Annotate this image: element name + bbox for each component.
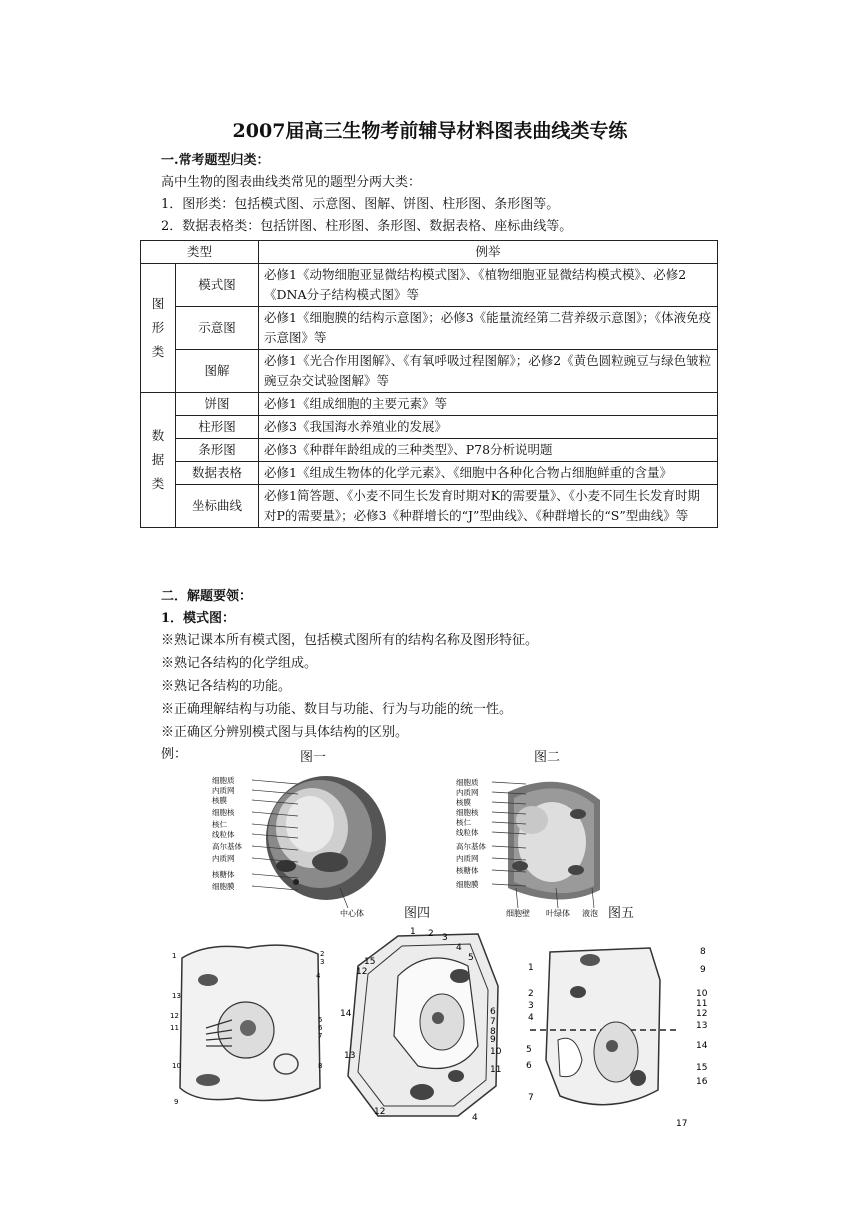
figure1-label-text: 细胞质 [212,776,235,785]
figure4-number: 11 [490,1065,502,1075]
leader-line [492,782,526,784]
group-graphic [141,264,176,393]
row-example: 必修3《我国海水养殖业的发展》 [259,416,718,439]
figure1-label-text: 细胞核 [212,808,235,817]
table-row [141,264,718,307]
figure2-label-text: 细胞核 [456,808,479,817]
group-data-label: 数据类 [151,428,165,491]
figure1-label-text: 内质网 [212,786,235,795]
page-title: 2007届高三生物考前辅导材料图表曲线类专练 [232,120,628,142]
figure5-number: 1 [528,963,534,973]
figure1-label-text: 高尔基体 [212,842,242,851]
figure5-number: 17 [676,1119,688,1128]
combined-cell-figure [520,940,720,1128]
figure2-label-text: 线粒体 [456,828,479,837]
figure3-number: 1 [172,952,177,960]
figure4-number: 1 [410,927,416,937]
table-row [141,350,718,393]
figure4-number: 2 [428,929,434,939]
figure5-number: 12 [696,1009,708,1019]
table-row [141,307,718,350]
point-3: ※熟记各结构的功能。 [161,679,292,694]
figure3-number: 8 [318,1062,323,1070]
figure5-number: 15 [696,1063,708,1073]
figure3-number: 7 [318,1032,323,1040]
figure4-number: 6 [490,1007,496,1017]
figure3-number: 10 [172,1062,181,1070]
figure4-number: 15 [364,957,376,967]
figure1-label-text: 线粒体 [212,830,235,839]
animal-cell-3d-figure [208,770,388,918]
figure5-number: 3 [528,1001,534,1011]
figure1-label-text: 核仁 [212,820,227,829]
figure5-number: 5 [526,1045,532,1055]
figure4-number: 5 [468,953,474,963]
table-row [141,439,718,462]
header-example: 例举 [259,241,718,264]
figure5-number: 7 [528,1093,534,1103]
figure2-label-text: 高尔基体 [456,842,486,851]
figure4-number: 9 [490,1035,496,1045]
figure2-label-text: 内质网 [456,854,479,863]
section2-heading: 二．解题要领： [161,589,253,604]
question-type-table [140,240,718,528]
figure5-number: 14 [696,1041,708,1051]
figure4-number: 12 [374,1107,386,1117]
figure4-label: 图四 [404,906,431,921]
figure3-number: 12 [170,1012,179,1020]
figure2-bottom-label: 细胞壁 [506,909,530,918]
section1-intro: 高中生物的图表曲线类常见的题型分两大类： [161,175,422,190]
figure4-number: 3 [442,933,448,943]
row-example: 必修1简答题、《小麦不同生长发育时期对K的需要量》、《小麦不同生长发育时期对P的需要量》；必修3《种群增长的“J”型曲线》、《种群增长的“S”型曲线》等 [259,485,718,528]
row-example: 必修1《动物细胞亚显微结构模式图》、《植物细胞亚显微结构模式模》、必修2《DNA分子结构模式图》等 [259,264,718,307]
figure3-number: 13 [172,992,181,1000]
figure5-number: 10 [696,989,708,999]
group-data [141,393,176,528]
table-row [141,416,718,439]
row-subtype: 柱形图 [176,416,259,439]
figure5-number: 6 [526,1061,532,1071]
figure3-number: 5 [318,1016,323,1024]
row-example: 必修1《光合作用图解》、《有氧呼吸过程图解》；必修2《黄色圆粒豌豆与绿色皱粒豌豆杂交试验图解》等 [259,350,718,393]
figure2-bottom-label: 液泡 [582,909,598,918]
figure5-number: 4 [528,1013,534,1023]
plant-cell-3d-figure [450,770,650,920]
group-graphic-label: 图形类 [151,296,165,359]
figure1-label: 图一 [300,750,327,765]
figure3-number: 4 [316,972,321,980]
figure5-number: 8 [700,947,706,957]
figure4-number: 12 [356,967,368,977]
figure5-number: 16 [696,1077,708,1087]
figure5-number: 11 [696,999,708,1009]
row-subtype: 坐标曲线 [176,485,259,528]
row-example: 必修1《组成细胞的主要元素》等 [259,393,718,416]
row-example: 必修1《组成生物体的化学元素》、《细胞中各种化合物占细胞鲜重的含量》 [259,462,718,485]
figure3-number: 3 [320,958,325,966]
figure1-label-text: 核糖体 [212,870,235,879]
figure4-number: 13 [344,1051,356,1061]
figure3-number: 11 [170,1024,179,1032]
figure4-number: 4 [472,1113,478,1122]
figure2-bottom-label: 叶绿体 [546,909,570,918]
figure4-number: 8 [490,1027,496,1037]
figure3-number: 9 [174,1098,179,1106]
point-5: ※正确区分辨别模式图与具体结构的区别。 [161,725,409,740]
figure5-label: 图五 [608,906,635,921]
section2-sub1: 1．模式图： [161,611,236,626]
figure1-label-text: 细胞膜 [212,882,235,891]
figure2-label-text: 核膜 [456,798,471,807]
row-example: 必修3《种群年龄组成的三种类型》、P78分析说明题 [259,439,718,462]
point-1: ※熟记课本所有模式图，包括模式图所有的结构名称及图形特征。 [161,633,539,648]
figure2-label: 图二 [534,750,561,765]
figure5-number: 9 [700,965,706,975]
figure3-number: 2 [320,950,325,958]
figure3-number: 6 [318,1024,323,1032]
figure1-label-text: 内质网 [212,854,235,863]
section1-item2: 2．数据表格类：包括饼图、柱形图、条形图、数据表格、座标曲线等。 [161,219,573,234]
leader-line [252,780,298,784]
row-subtype: 条形图 [176,439,259,462]
figure1-label-text: 核膜 [212,796,227,805]
table-row [141,462,718,485]
figure2-label-text: 细胞质 [456,778,479,787]
table-row [141,393,718,416]
figure5-number: 2 [528,989,534,999]
figure2-label-text: 内质网 [456,788,479,797]
row-subtype: 数据表格 [176,462,259,485]
section1-item1: 1．图形类：包括模式图、示意图、图解、饼图、柱形图、条形图等。 [161,197,560,212]
example-label: 例： [161,747,188,762]
figure4-number: 10 [490,1047,502,1057]
figure4-number: 4 [456,943,462,953]
header-type: 类型 [141,241,259,264]
figure2-label-text: 细胞膜 [456,880,479,889]
figure2-label-text: 核仁 [456,818,471,827]
plant-cell-section-figure [338,926,508,1122]
row-example: 必修1《细胞膜的结构示意图》；必修3《能量流经第二营养级示意图》；《体液免疫示意图》等 [259,307,718,350]
row-subtype: 图解 [176,350,259,393]
row-subtype: 模式图 [176,264,259,307]
figure1-bottom-label: 中心体 [340,909,364,918]
table-row [141,485,718,528]
figure2-label-text: 核糖体 [456,866,479,875]
animal-cell-section-figure [168,938,328,1110]
point-2: ※熟记各结构的化学组成。 [161,656,318,671]
figure4-number: 7 [490,1017,496,1027]
table-header-row [141,241,718,264]
figure4-number: 14 [340,1009,352,1019]
section1-heading: 一.常考题型归类： [161,153,270,168]
row-subtype: 示意图 [176,307,259,350]
figure5-number: 13 [696,1021,708,1031]
point-4: ※正确理解结构与功能、数目与功能、行为与功能的统一性。 [161,702,513,717]
row-subtype: 饼图 [176,393,259,416]
